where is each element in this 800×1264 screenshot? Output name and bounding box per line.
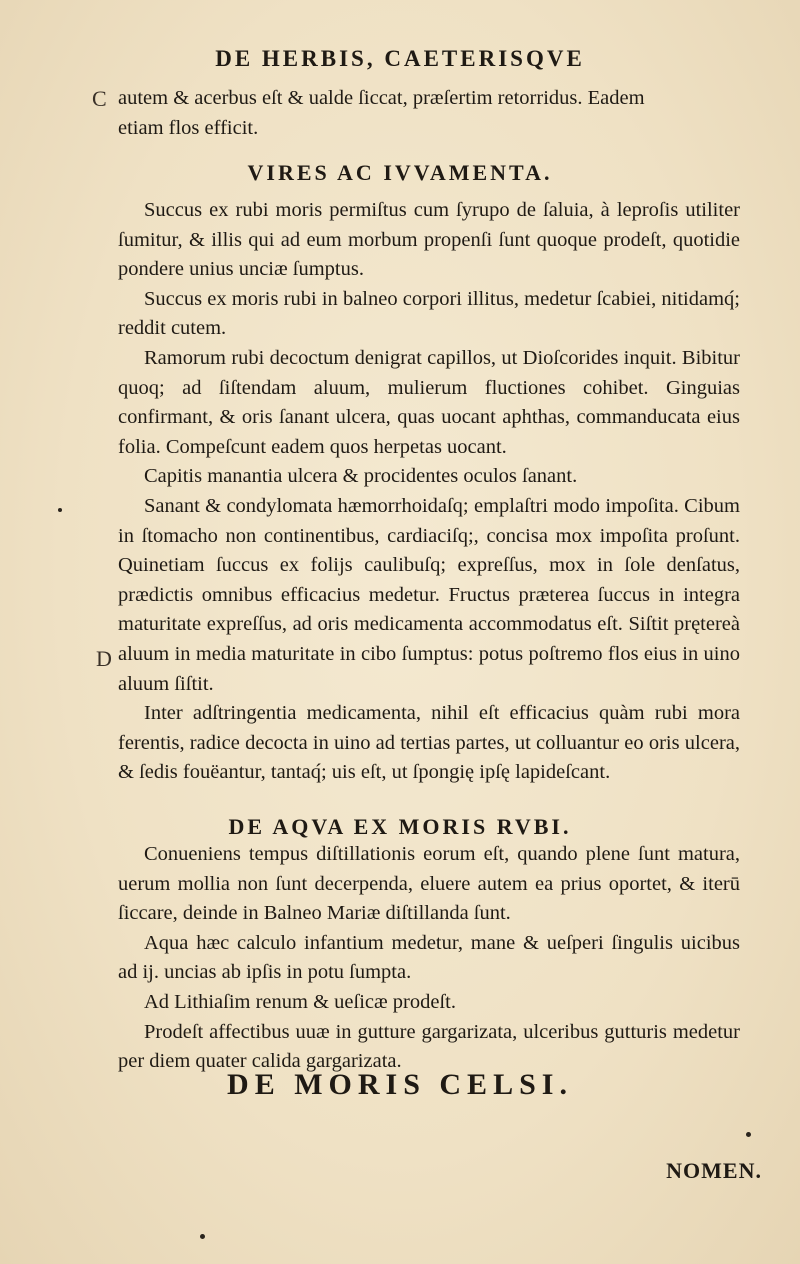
paragraph: Conueniens tempus diſtillationis eorum eſt, quando plene ſunt matura, uerum mollia non ſunt decerpenda, eluere autem ea prius oportet, & iterū ſiccare, deinde in Balneo Mariæ diſtillanda ſunt. [118,843,740,925]
section-heading-aqua: DE AQVA EX MORIS RVBI. [228,814,572,839]
ink-speck [58,508,62,512]
paragraph: Succus ex rubi moris permiſtus cum ſyrupo de ſaluia, à leproſis utiliter ſumitur, & illis qui ad eum morbum propenſi ſunt quoque prodeſt, quotidie pondere unius unciæ ſumptus. [118,199,740,281]
section-aqua-body [118,840,740,1077]
margin-letter-middle: D [96,646,112,671]
intro-line: etiam flos efficit. [118,116,259,139]
paragraph: Succus ex moris rubi in balneo corpori illitus, medetur ſcabiei, nitidamq́; reddit cutem. [118,287,740,340]
paragraph: Aqua hæc calculo infantium medetur, mane & ueſperi ſingulis uicibus ad ij. uncias ab ipſis in potu ſumpta. [118,931,740,984]
paragraph: Ramorum rubi decoctum denigrat capillos, ut Dioſcorides inquit. Bibitur quoq; ad ſiſtendam aluum, mulierum fluctiones cohibet. Ginguias confirmant, & oris ſanant ulcera, quas uocant aphthas, commanducata eius folia. Compeſcunt eadem quos herpetas uocant. [118,346,740,458]
paragraph: Sanant & condylomata hæmorrhoidaſq; emplaſtri modo impoſita. Cibum in ſtomacho non continentibus, cardiaciſq;, concisa mox impoſita proſunt. Quinetiam ſuccus ex folijs caulibuſq; expreſſus, mox in ſole denſatus, prædictis omnibus efficacius medetur. Fructus præterea ſuccus in integra maturitate expreſſus, ad oris medicamenta accommodatus eſt. Siſtit prętereà aluum in media maturitate in cibo ſumptus: potus poſtremo flos eius in uino aluum ſiſtit. [118,494,740,695]
paragraph: Ad Lithiaſim renum & ueſicæ prodeſt. [144,990,456,1013]
section-vires-body [118,196,740,788]
margin-letter-top: C [92,86,107,111]
section-heading-vires: VIRES AC IVVAMENTA. [247,160,553,185]
paragraph: Prodeſt affectibus uuæ in gutture gargarizata, ulceribus gutturis medetur per diem quater calida gargarizata. [118,1020,740,1073]
ink-speck [200,1234,205,1239]
intro-text [118,84,740,143]
ink-speck [746,1132,751,1137]
section-heading-celsi: DE MORIS CELSI. [227,1068,573,1101]
intro-line: autem & acerbus eſt & ualde ſiccat, præſertim retorridus. Eadem [118,87,645,109]
paragraph: Inter adſtringentia medicamenta, nihil eſt efficacius quàm rubi mora ferentis, radice decocta in uino ad tertias partes, ut colluantur eo oris ulcera, & ſedis fouëantur, tantaq́; uis eſt, ut ſpongię ipſę lapideſcant. [118,702,740,784]
running-head: DE HERBIS, CAETERISQVE [215,46,585,71]
paragraph: Capitis manantia ulcera & procidentes oculos ſanant. [144,465,578,488]
catchword: NOMEN. [666,1158,762,1183]
